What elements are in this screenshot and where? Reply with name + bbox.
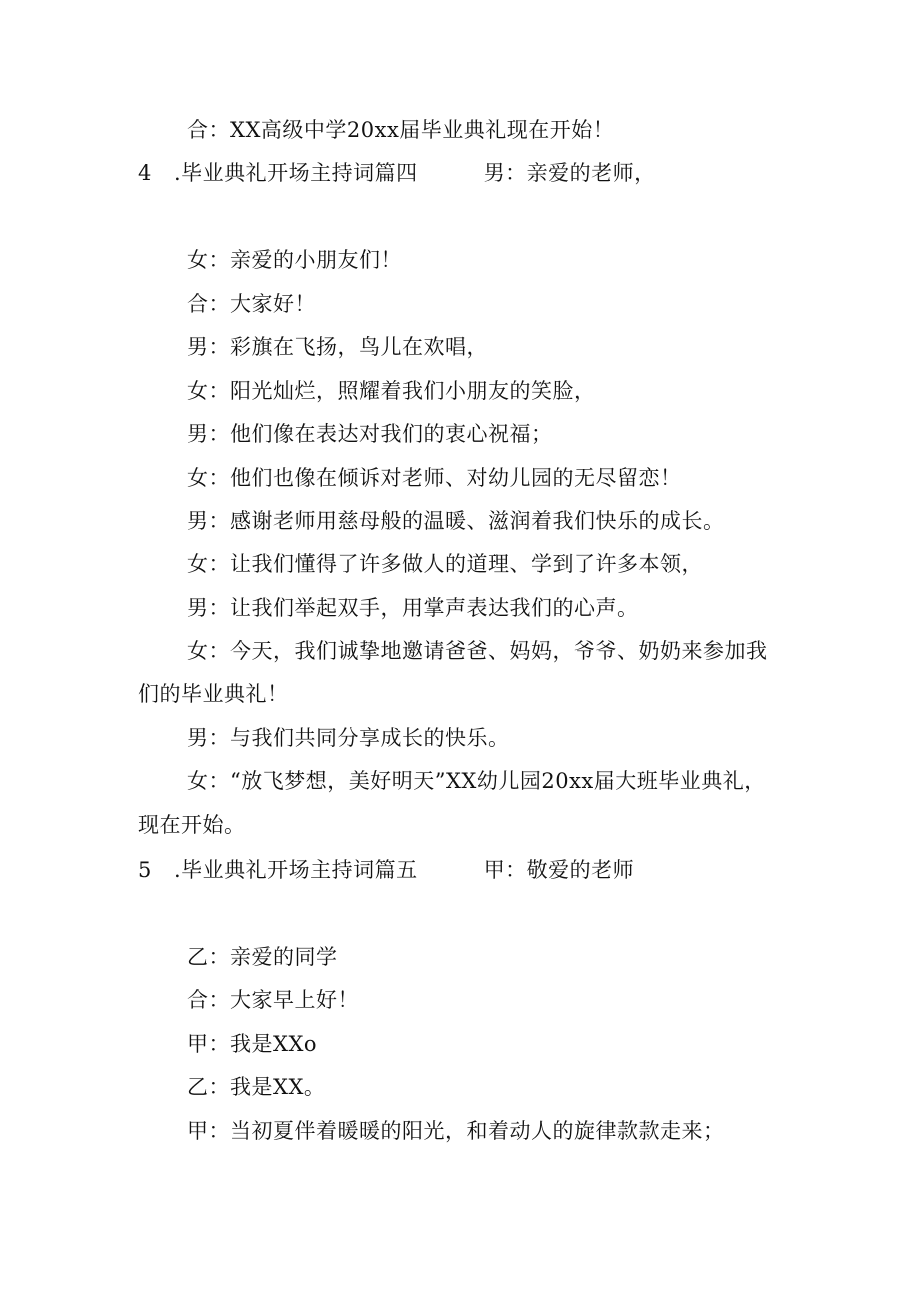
paragraph-line: 女：亲爱的小朋友们！ [187,248,402,272]
paragraph-line: 女：“放飞梦想，美好明天”XX幼儿园20xx届大班毕业典礼， [187,769,766,793]
heading-first-line: 男：亲爱的老师， [483,161,656,185]
paragraph-line: 合：大家好！ [187,292,316,316]
paragraph-line: 男：让我们举起双手，用掌声表达我们的心声。 [187,596,639,620]
heading-number: 5 [138,858,152,882]
paragraph-line: 们的毕业典礼！ [138,682,289,706]
heading-title: .毕业典礼开场主持词篇五 [174,858,418,882]
paragraph-line: 男：彩旗在飞扬，鸟儿在欢唱， [187,335,488,359]
paragraph-line: 乙：亲爱的同学 [187,945,338,969]
heading-title: .毕业典礼开场主持词篇四 [174,161,418,185]
paragraph-line: 乙：我是XX。 [187,1075,326,1099]
heading-number: 4 [138,161,152,185]
paragraph-line: 女：他们也像在倾诉对老师、对幼儿园的无尽留恋！ [187,466,682,490]
paragraph-line: 男：他们像在表达对我们的衷心祝福； [187,422,553,446]
paragraph-line: 女：今天，我们诚挚地邀请爸爸、妈妈，爷爷、奶奶来参加我 [187,639,768,663]
paragraph-line: 甲：我是XXo [187,1032,318,1056]
paragraph-line: 合：大家早上好！ [187,988,359,1012]
paragraph-line: 甲：当初夏伴着暖暖的阳光，和着动人的旋律款款走来； [187,1119,725,1143]
heading-first-line: 甲：敬爱的老师 [483,858,635,882]
paragraph-line: 女：让我们懂得了许多做人的道理、学到了许多本领， [187,552,703,576]
section-heading [138,856,634,884]
paragraph-line: 男：感谢老师用慈母般的温暖、滋润着我们快乐的成长。 [187,509,725,533]
paragraph-line: 男：与我们共同分享成长的快乐。 [187,726,510,750]
paragraph-line: 现在开始。 [138,813,246,837]
section-heading [138,159,656,187]
paragraph-line: 女：阳光灿烂，照耀着我们小朋友的笑脸， [187,379,596,403]
paragraph-line: 合：XX高级中学20xx届毕业典礼现在开始！ [187,118,615,142]
